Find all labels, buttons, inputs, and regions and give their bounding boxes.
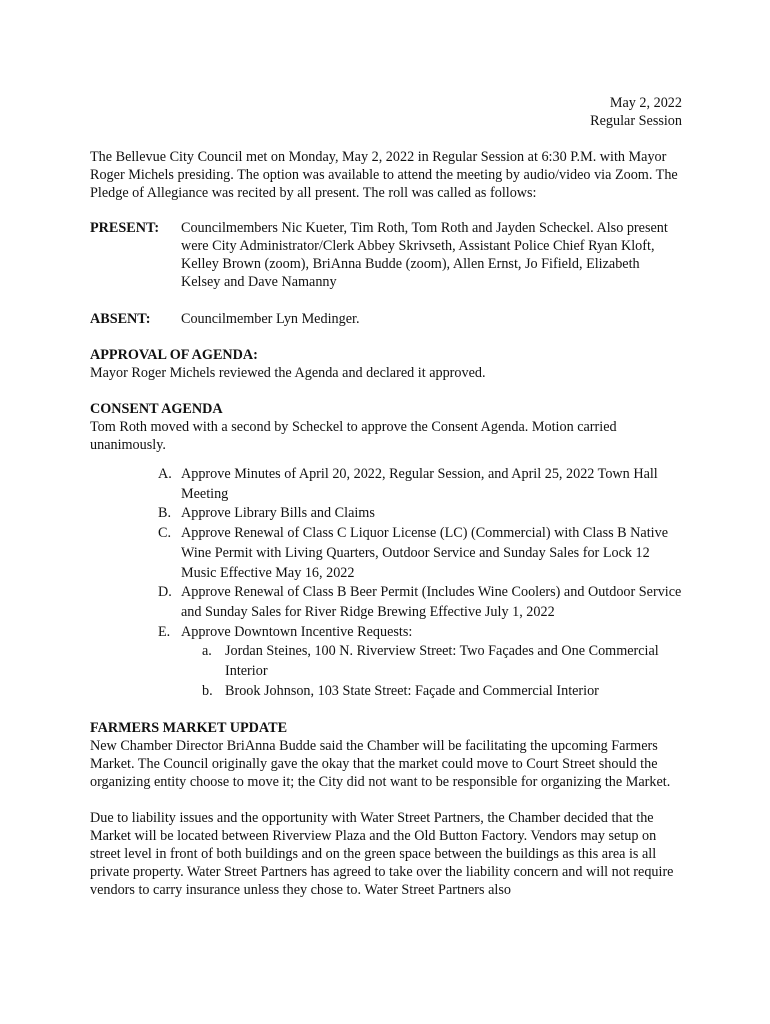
- session-type: Regular Session: [590, 113, 682, 129]
- approval-of-agenda-text: Mayor Roger Michels reviewed the Agenda and declared it approved.: [90, 365, 486, 381]
- consent-agenda-list: [90, 465, 682, 642]
- present-text: Councilmembers Nic Kueter, Tim Roth, Tom Roth and Jayden Scheckel. Also present were City Administrator/Clerk Abbey Skrivseth, Assistant Police Chief Ryan Kloft, Kelley Brown (zoom), BriAnna Budde (zoom), Allen Ernst, Jo Fifield, Elizabeth Kelsey and Dave Namanny: [181, 220, 668, 290]
- list-item: [90, 583, 682, 622]
- sub-list-item: [90, 682, 682, 702]
- incentive-sub-list: [90, 642, 682, 701]
- absent-row: [90, 310, 682, 328]
- document-header: [90, 94, 682, 130]
- present-label: PRESENT:: [90, 220, 160, 236]
- sub-list-item-marker: a.: [202, 643, 212, 660]
- list-item: [90, 465, 682, 504]
- minutes-content: [90, 94, 682, 899]
- approval-of-agenda-heading: APPROVAL OF AGENDA:: [90, 347, 258, 363]
- sub-list-item-marker: b.: [202, 682, 213, 699]
- farmers-market-paragraph-2: Due to liability issues and the opportunity with Water Street Partners, the Chamber decided that the Market will be located between Riverview Plaza and the Old Button Factory. Vendors may setup on street level in front of both buildings and on the green space between the buildings as this area is all private property. Water Street Partners has agreed to take over the liability concern and will not require vendors to carry insurance unless they chose to. Water Street Partners also: [90, 810, 674, 899]
- sub-list-item-text: Brook Johnson, 103 State Street: Façade and Commercial Interior: [225, 682, 599, 699]
- list-item-marker: E.: [158, 623, 171, 640]
- absent-text: Councilmember Lyn Medinger.: [181, 311, 360, 327]
- list-item-marker: C.: [158, 525, 172, 542]
- list-item: [90, 524, 682, 583]
- consent-agenda-text: Tom Roth moved with a second by Scheckel to approve the Consent Agenda. Motion carried unanimously.: [90, 419, 617, 453]
- intro-paragraph: The Bellevue City Council met on Monday, May 2, 2022 in Regular Session at 6:30 P.M. with Mayor Roger Michels presiding. The option was available to attend the meeting by audio/video via Zoom. The Pledge of Allegiance was recited by all present. The roll was called as follows:: [90, 149, 678, 201]
- sub-list-item-text: Jordan Steines, 100 N. Riverview Street: Two Façades and One Commercial Interior: [225, 643, 659, 680]
- list-item-text: Approve Renewal of Class C Liquor License (LC) (Commercial) with Class B Native Wine Permit with Living Quarters, Outdoor Service and Sunday Sales for Lock 12 Music Effective May 16, 2022: [181, 525, 668, 581]
- list-item-text: Approve Library Bills and Claims: [181, 505, 375, 522]
- consent-agenda-section: [90, 400, 682, 701]
- farmers-market-paragraph-1: New Chamber Director BriAnna Budde said the Chamber will be facilitating the upcoming Farmers Market. The Council originally gave the okay that the market could move to Court Street should the organizing entity choose to move it; the City did not want to be responsible for organizing the Market.: [90, 738, 671, 791]
- list-item: [90, 504, 682, 524]
- sub-list-item: [90, 642, 682, 681]
- list-item: [90, 623, 682, 643]
- farmers-market-section: [90, 719, 682, 899]
- list-item-marker: D.: [158, 584, 172, 601]
- approval-of-agenda-section: [90, 346, 682, 382]
- consent-agenda-heading: CONSENT AGENDA: [90, 401, 223, 417]
- list-item-text: Approve Renewal of Class B Beer Permit (Includes Wine Coolers) and Outdoor Service and Sunday Sales for River Ridge Brewing Effective July 1, 2022: [181, 584, 682, 620]
- list-item-text: Approve Minutes of April 20, 2022, Regular Session, and April 25, 2022 Town Hall Meeting: [181, 466, 658, 502]
- list-item-marker: B.: [158, 505, 172, 522]
- present-row: [90, 219, 682, 291]
- list-item-text: Approve Downtown Incentive Requests:: [181, 623, 413, 640]
- farmers-market-heading: FARMERS MARKET UPDATE: [90, 720, 288, 737]
- absent-label: ABSENT:: [90, 311, 151, 327]
- meeting-date: May 2, 2022: [609, 95, 682, 111]
- list-item-marker: A.: [158, 466, 172, 482]
